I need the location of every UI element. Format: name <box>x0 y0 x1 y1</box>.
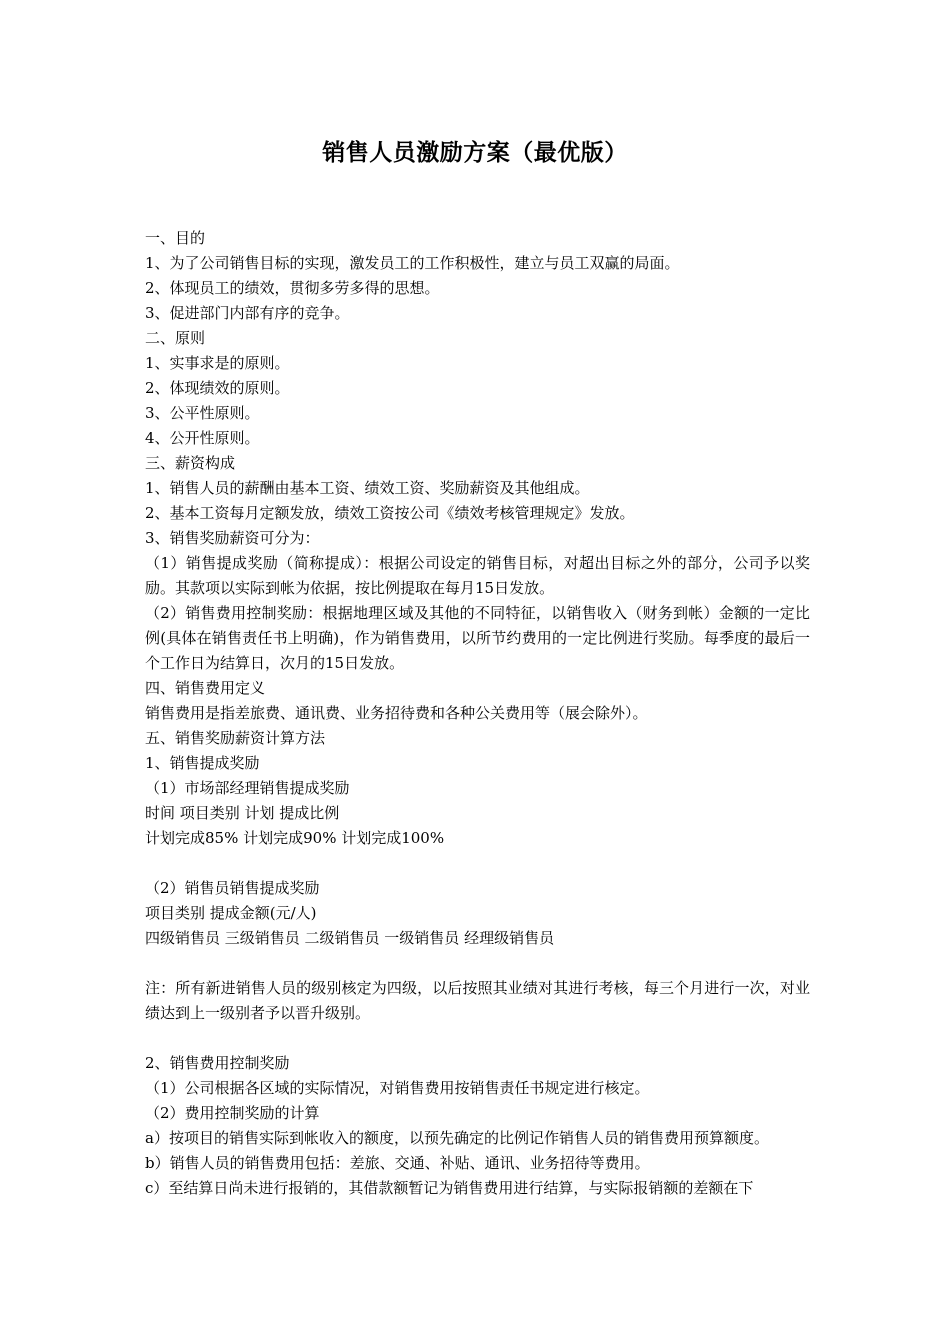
section-heading-principles: 二、原则 <box>145 329 206 347</box>
paragraph: 3、公平性原则。 <box>145 404 260 422</box>
paragraph: c）至结算日尚未进行报销的，其借款额暂记为销售费用进行结算，与实际报销额的差额在下 <box>145 1179 754 1197</box>
blank-line <box>145 951 810 976</box>
section-heading-salary-structure: 三、薪资构成 <box>145 454 236 472</box>
paragraph: （2）销售员销售提成奖励 <box>145 879 320 897</box>
paragraph: a）按项目的销售实际到帐收入的额度，以预先确定的比例记作销售人员的销售费用预算额度。 <box>145 1129 769 1147</box>
section-heading-purpose: 一、目的 <box>145 229 206 247</box>
paragraph: 2、销售费用控制奖励 <box>145 1054 290 1072</box>
paragraph: （2）费用控制奖励的计算 <box>145 1104 320 1122</box>
blank-line <box>145 851 810 876</box>
paragraph: 销售费用是指差旅费、通讯费、业务招待费和各种公关费用等（展会除外）。 <box>145 704 648 722</box>
paragraph: 2、基本工资每月定额发放，绩效工资按公司《绩效考核管理规定》发放。 <box>145 504 635 522</box>
paragraph: 1、销售提成奖励 <box>145 754 260 772</box>
paragraph: 3、促进部门内部有序的竞争。 <box>145 304 350 322</box>
paragraph: （1）公司根据各区域的实际情况，对销售费用按销售责任书规定进行核定。 <box>145 1079 650 1097</box>
document-title: 销售人员激励方案（最优版） <box>322 140 628 166</box>
paragraph: （2）销售费用控制奖励：根据地理区域及其他的不同特征，以销售收入（财务到帐）金额的一定比例(具体在销售责任书上明确)，作为销售费用，以所节约费用的一定比例进行奖励。每季度的最后一个工作日为结算日，次月的15日发放。 <box>145 604 810 672</box>
paragraph: 1、实事求是的原则。 <box>145 354 290 372</box>
paragraph: 2、体现绩效的原则。 <box>145 379 290 397</box>
paragraph: （1）市场部经理销售提成奖励 <box>145 779 350 797</box>
document-body <box>145 226 810 1201</box>
paragraph: b）销售人员的销售费用包括：差旅、交通、补贴、通讯、业务招待等费用。 <box>145 1154 650 1172</box>
note-paragraph: 注：所有新进销售人员的级别核定为四级，以后按照其业绩对其进行考核，每三个月进行一次，对业绩达到上一级别者予以晋升级别。 <box>145 979 810 1022</box>
table-header-line: 四级销售员 三级销售员 二级销售员 一级销售员 经理级销售员 <box>145 929 555 947</box>
section-heading-calculation: 五、销售奖励薪资计算方法 <box>145 729 326 747</box>
paragraph: （1）销售提成奖励（简称提成）：根据公司设定的销售目标，对超出目标之外的部分，公司予以奖励。其款项以实际到帐为依据，按比例提取在每月15日发放。 <box>145 554 810 597</box>
paragraph: 3、销售奖励薪资可分为： <box>145 529 320 547</box>
blank-line <box>145 1026 810 1051</box>
table-header-line: 项目类别 提成金额(元/人) <box>145 904 317 922</box>
paragraph: 4、公开性原则。 <box>145 429 260 447</box>
paragraph: 2、体现员工的绩效，贯彻多劳多得的思想。 <box>145 279 440 297</box>
paragraph: 1、销售人员的薪酬由基本工资、绩效工资、奖励薪资及其他组成。 <box>145 479 590 497</box>
table-header-line: 时间 项目类别 计划 提成比例 <box>145 804 340 822</box>
section-heading-sales-expense: 四、销售费用定义 <box>145 679 266 697</box>
paragraph: 1、为了公司销售目标的实现，激发员工的工作积极性，建立与员工双赢的局面。 <box>145 254 680 272</box>
table-header-line: 计划完成85% 计划完成90% 计划完成100% <box>145 829 445 847</box>
